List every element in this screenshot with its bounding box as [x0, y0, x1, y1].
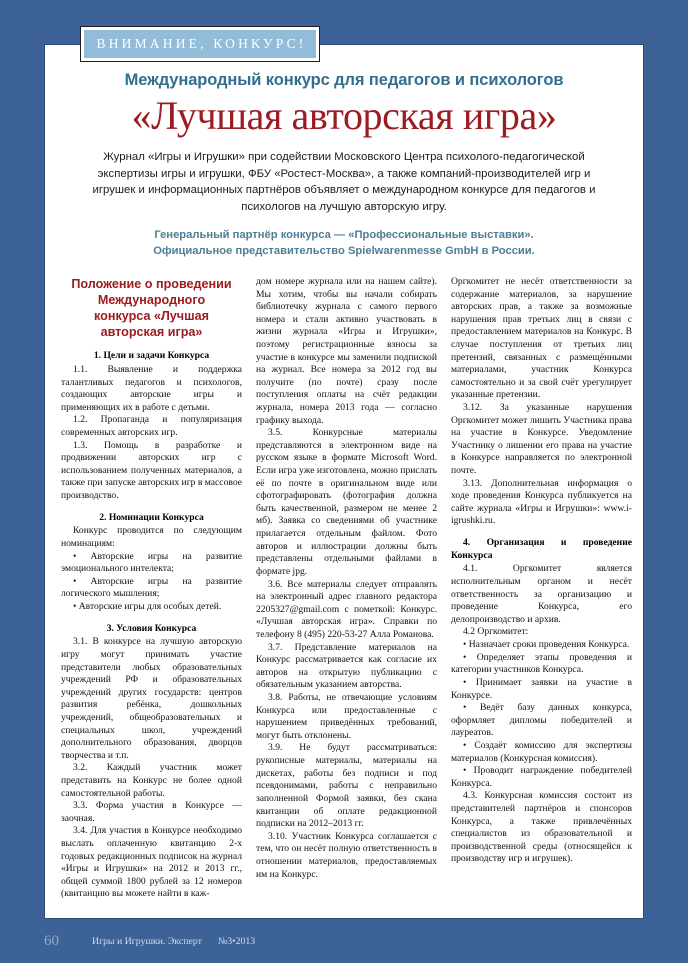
body-paragraph: 3.8. Работы, не отвечающие условиям Конкурса или предоставленные с нарушением приведённых требований, могут быть отклонены.: [256, 692, 437, 741]
body-paragraph-continued: Оргкомитет не несёт ответственности за содержание материалов, за нарушение авторских прав, а также за возможные нарушения прав третьих лиц в связи с предоставлением материалов на Конкурс. В случае поступления от третьих лиц претензий, связанных с размещёнными материалами, участник Конкурса самостоятельно и за свой счёт урегулирует указанные претензии.: [451, 275, 632, 401]
body-paragraph: 4.2 Оргкомитет:: [463, 626, 529, 638]
body-paragraph: • Принимает заявки на участие в Конкурсе.: [451, 676, 632, 701]
section-heading: 2. Номинации Конкурса: [99, 511, 204, 523]
footer-issue: №3•2013: [217, 935, 256, 947]
body-paragraph: Конкурс проводится по следующим номинациям:: [61, 525, 242, 549]
content-sheet: [44, 44, 644, 919]
body-paragraph: 3.2. Каждый участник может представить на Конкурс не более одной самостоятельной работы.: [61, 762, 242, 799]
page-header: [45, 71, 643, 260]
body-paragraph: 3.3. Форма участия в Конкурсе — заочная.: [61, 800, 242, 824]
body-paragraph: 4.3. Конкурсная комиссия состоит из представителей партнёров и спонсоров Конкурса, а также привлечённых специалистов из образовательной и производственной среды (относящейся к производству игр и игрушек).: [451, 790, 632, 865]
section-heading: 4. Организация и проведение Конкурса: [451, 537, 632, 561]
body-paragraph: 1.1. Выявление и поддержка талантливых педагогов и психологов, создающих авторские игры и применяющих их в работе с детьми.: [61, 364, 242, 413]
body-paragraph: • Определяет этапы проведения и категории участников Конкурса.: [451, 651, 632, 676]
body-paragraph: • Авторские игры на развитие эмоционального интелекта;: [61, 550, 242, 575]
body-paragraph: 3.12. За указанные нарушения Оргкомитет может лишить Участника права на участие в Конкурсе. Уведомление Участнику о лишении его права на участие в Конкурсе направляется по электронной почте.: [451, 402, 632, 477]
deck-line-4: авторская игра»: [100, 325, 203, 340]
body-paragraph: 3.13. Дополнительная информация о ходе проведения Конкурса публикуется на сайте журнала «Игры и Игрушки»: www.i-igrushki.ru.: [451, 477, 632, 527]
attention-banner-inner: [84, 30, 316, 58]
attention-banner: [80, 26, 320, 62]
body-paragraph: 3.5. Конкурсные материалы представляются в электронном виде на русском языке в формате Microsoft Word. Если игра уже изготовлена, можно прислать её по почте в оригинальном виде или сфотографировать (фотография должна быть качественной, размером не менее 2 мб). Заявка со сведениями об участнике прилагается отдельным файлом. Фото авторов и иллюстрации должны быть представлены отдельными файлами в формате jpg.: [256, 427, 437, 577]
footer-publication: Игры и Игрушки. Эксперт: [92, 935, 202, 947]
column-right: [451, 276, 632, 901]
kicker-headline: Международный конкурс для педагогов и психологов: [124, 71, 564, 89]
body-paragraph: 3.1. В конкурсе на лучшую авторскую игру могут принимать участие представители любых образовательных учреждений РФ и образовательных учреждений других государств: центров развития ребёнка, дошкольных учреждений, общеобразовательных и специальных школ, учреждений дополнительного образования, дворцов творчества и т.п.: [61, 636, 242, 761]
body-paragraph: • Создаёт комиссию для экспертизы материалов (Конкурсная комиссия).: [451, 739, 632, 764]
partner-line-2: Официальное представительство Spielwarenmesse GmbH в России.: [153, 245, 535, 257]
partner-block: [84, 228, 604, 260]
body-paragraph: 1.3. Помощь в разработке и продвижении авторских игр с использованием полученных материалов, а также при запуске авторских игр в массовое производство.: [61, 439, 242, 502]
intro-paragraph: Журнал «Игры и Игрушки» при содействии Московского Центра психолого-педагогической экспертизы игры и игрушки, ФБУ «Ростест-Москва», а также компаний-производителей игр и игрушек и информационных партнёров объявляет о международном конкурсе для педагогов и психологов на лучшую авторскую игру.: [92, 150, 596, 213]
body-paragraph: • Авторские игры на развитие логического мышления;: [61, 575, 242, 600]
body-paragraph: 3.6. Все материалы следует отправлять на электронный адрес главного редактора 2205327@gmail.com с пометкой: Конкурс. «Лучшая авторская игра». Справки по телефону 8 (495) 220-53-27 Алла Романова.: [256, 578, 437, 640]
body-paragraph: • Проводит награждение победителей Конкурса.: [451, 765, 632, 789]
folio-page-number: 60: [44, 932, 59, 949]
attention-banner-label: ВНИМАНИЕ, КОНКУРС!: [96, 36, 307, 51]
deck-line-3: конкурса «Лучшая: [94, 309, 209, 324]
body-paragraph-continued: дом номере журнала или на нашем сайте). Мы хотим, чтобы вы начали собирать библиотечку журнала с самого первого номера и стали активно участвовать в жизни журнала «Игры и Игрушки», поэтому регистрационные взносы за участие в конкурсе мы заменили подпиской на журнал. Все номера за 2012 год вы получите (по почте) сразу после поступления оплаты на счёт редакции журнала, номера 2013 года — согласно графику выхода.: [256, 275, 437, 426]
column-left: [61, 276, 242, 901]
deck-line-2: Международного: [97, 293, 206, 308]
body-paragraph: • Ведёт базу данных конкурса, оформляет дипломы победителей и лауреатов.: [451, 702, 632, 739]
section-heading: 3. Условия Конкурса: [106, 622, 197, 634]
partner-line-1: Генеральный партнёр конкурса — «Профессиональные выставки».: [154, 229, 534, 242]
body-paragraph: 4.1. Оргкомитет является исполнительным органом и несёт ответственность за организацию и проведение Конкурса, его делопроизводство и архив.: [451, 563, 632, 625]
body-paragraph: 1.2. Пропаганда и популяризация современных авторских игр.: [61, 414, 242, 439]
body-paragraph: 3.10. Участник Конкурса соглашается с тем, что он несёт полную ответственность в отношении материалов, предоставляемых им на Конкурс.: [256, 830, 437, 880]
article-deck: [61, 276, 242, 340]
article-columns: [45, 260, 643, 901]
body-paragraph: 3.7. Представление материалов на Конкурс рассматривается как согласие их авторов на открытую публикацию с обязательным указанием авторства.: [256, 641, 437, 691]
deck-line-1: Положение о проведении: [71, 276, 232, 291]
body-paragraph: 3.9. Не будут рассматриваться: рукописные материалы, материалы на дискетах, работы без подписи и под псевдонимами, работы с неправильно заполненной Формой заявки, без скана квитанции об оплате редакционной подписки на 2012–2013 гг.: [256, 742, 437, 830]
body-paragraph: • Назначает сроки проведения Конкурса.: [463, 639, 630, 651]
column-middle: [256, 276, 437, 901]
page-title: «Лучшая авторская игра»: [131, 92, 557, 138]
page-footer: [0, 919, 688, 963]
body-paragraph: 3.4. Для участия в Конкурсе необходимо выслать оплаченную квитанцию 2-х годовых редакционных подписок на журнал «Игры и Игрушки» на 2012 и 2013 гг., общей суммой 1800 рублей за 12 номеров (квитанцию вы можете найти в каж-: [61, 825, 242, 900]
section-heading: 1. Цели и задачи Конкурса: [93, 350, 210, 362]
body-paragraph: • Авторские игры для особых детей.: [73, 601, 222, 613]
